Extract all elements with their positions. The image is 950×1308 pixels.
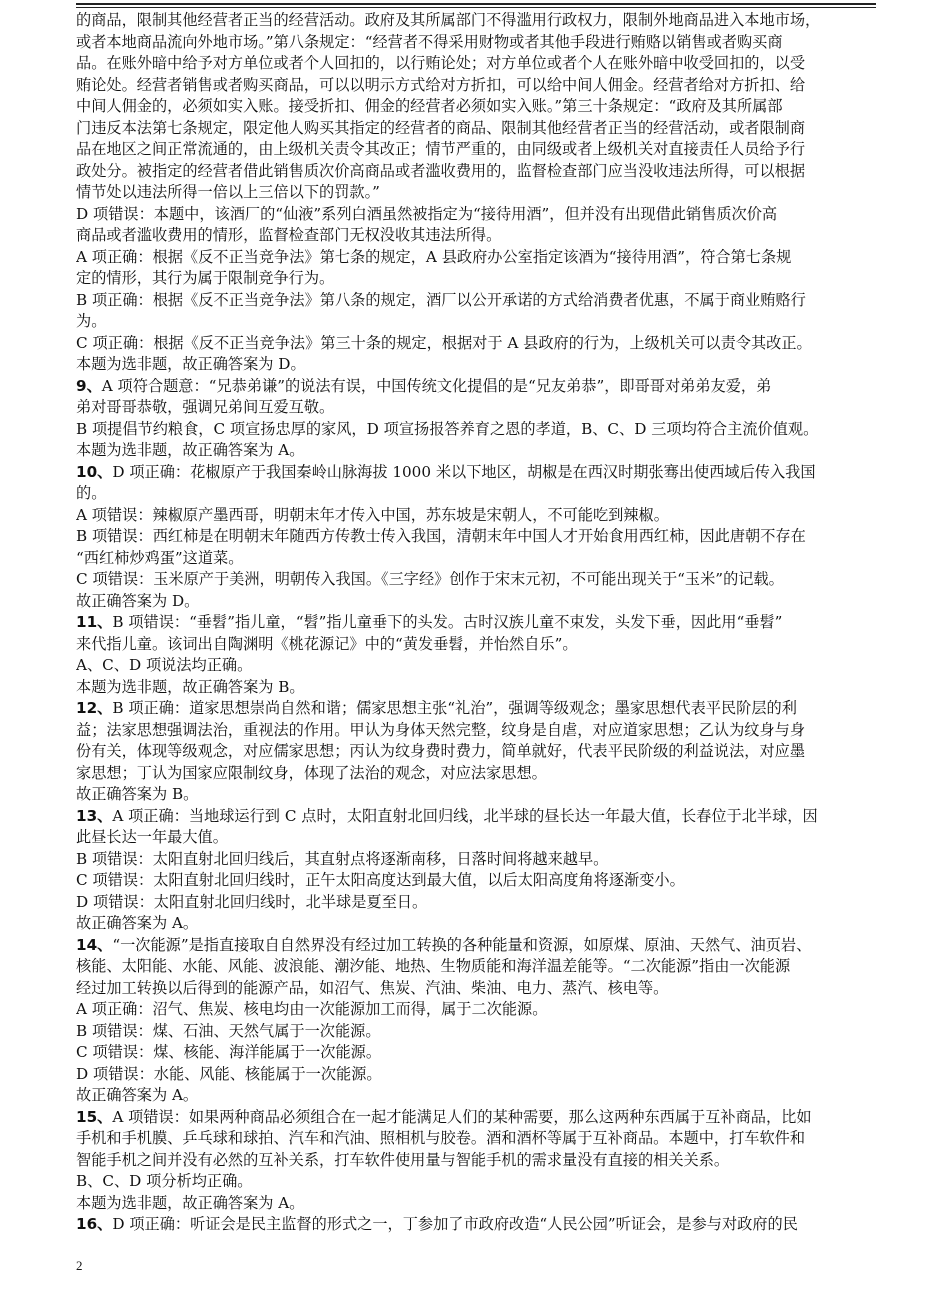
line-text: 本题为选非题，故正确答案为 A。 [76, 441, 305, 459]
line-text: “一次能源”是指直接取自自然界没有经过加工转换的各种能量和资源，如原煤、原油、天然气、油页岩、 [112, 935, 812, 954]
line-text: 或者本地商品流向外地市场。”第八条规定：“经营者不得采用财物或者其他手段进行贿赂以销售或者购买商 [76, 32, 783, 51]
text-line [76, 526, 876, 548]
text-line [76, 204, 876, 226]
text-line [76, 139, 876, 161]
question-number: 9、 [76, 376, 102, 395]
line-text: A 项正确：沼气、焦炭、核电均由一次能源加工而得，属于二次能源。 [76, 1000, 548, 1018]
text-line [76, 397, 876, 419]
line-text: B、C、D 项分析均正确。 [76, 1172, 253, 1190]
text-line [76, 118, 876, 140]
text-line [76, 483, 876, 505]
text-line [76, 268, 876, 290]
text-line [76, 849, 876, 871]
line-text: 份有关，体现等级观念，对应儒家思想；丙认为纹身费时费力，简单就好，代表平民阶级的利益说法，对应墨 [76, 742, 805, 760]
text-line [76, 935, 876, 957]
text-line [76, 419, 876, 441]
line-text: D 项正确：花椒原产于我国秦岭山脉海拔 1000 米以下地区，胡椒是在西汉时期张骞出使西域后传入我国 [112, 462, 816, 481]
text-line [76, 53, 876, 75]
text-line [76, 376, 876, 398]
line-text: B 项错误：煤、石油、天然气属于一次能源。 [76, 1021, 381, 1040]
line-text: 的商品，限制其他经营者正当的经营活动。政府及其所属部门不得滥用行政权力，限制外地商品进入本地市场， [76, 11, 821, 29]
line-text: “西红柿炒鸡蛋”这道菜。 [76, 548, 244, 567]
text-line [76, 827, 876, 849]
text-line [76, 677, 876, 699]
line-text: 本题为选非题，故正确答案为 D。 [76, 355, 306, 373]
text-line [76, 548, 876, 570]
line-text: C 项错误：玉米原产于美洲，明朝传入我国。《三字经》创作于宋末元初，不可能出现关于“玉米”的记载。 [76, 570, 784, 588]
line-text: 的。 [76, 484, 107, 502]
question-number: 15、 [76, 1107, 113, 1126]
text-line [76, 913, 876, 935]
line-text: 政处分。被指定的经营者借此销售质次价高商品或者滥收费用的，监督检查部门应当没收违法所得，可以根据 [76, 161, 805, 180]
line-text: 手机和手机膜、乒乓球和球拍、汽车和汽油、照相机与胶卷。酒和酒杯等属于互补商品。本题中，打车软件和 [76, 1129, 805, 1147]
line-text: B 项错误：“垂髫”指儿童，“髫”指儿童垂下的头发。古时汉族儿童不束发，头发下垂，因此用“垂髫” [112, 613, 783, 631]
line-text: B 项提倡节约粮食，C 项宣扬忠厚的家风，D 项宣扬报答养育之恩的孝道，B、C、D 三项均符合主流价值观。 [76, 419, 819, 438]
text-line [76, 591, 876, 613]
line-text: 情节处以违法所得一倍以上三倍以下的罚款。” [76, 183, 380, 201]
text-line [76, 741, 876, 763]
line-text: 故正确答案为 D。 [76, 591, 200, 610]
text-line [76, 96, 876, 118]
text-line [76, 10, 876, 32]
text-line [76, 999, 876, 1021]
line-text: D 项错误：太阳直射北回归线时，北半球是夏至日。 [76, 892, 428, 911]
text-line [76, 32, 876, 54]
line-text: 本题为选非题，故正确答案为 A。 [76, 1193, 305, 1212]
line-text: B 项错误：太阳直射北回归线后，其直射点将逐渐南移，日落时间将越来越早。 [76, 849, 609, 868]
line-text: A 项错误：如果两种商品必须组合在一起才能满足人们的某种需要，那么这两种东西属于互补商品，比如 [112, 1107, 812, 1126]
line-text: 商品或者滥收费用的情形，监督检查部门无权没收其违法所得。 [76, 226, 502, 244]
line-text: A 项错误：辣椒原产墨西哥，明朝末年才传入中国，苏东坡是宋朝人，不可能吃到辣椒。 [76, 505, 669, 524]
question-number: 12、 [76, 699, 113, 717]
line-text: 定的情形，其行为属于限制竞争行为。 [76, 269, 335, 287]
line-text: 益；法家思想强调法治，重视法的作用。甲认为身体天然完整，纹身是自虐，对应道家思想；乙认为纹身与身 [76, 720, 805, 739]
document-body [76, 10, 876, 1236]
line-text: 故正确答案为 A。 [76, 914, 199, 932]
line-text: 本题为选非题，故正确答案为 B。 [76, 677, 305, 696]
text-line [76, 655, 876, 677]
text-line [76, 290, 876, 312]
text-line [76, 612, 876, 634]
text-line [76, 569, 876, 591]
text-line [76, 870, 876, 892]
question-number: 10、 [76, 462, 113, 481]
line-text: 智能手机之间并没有必然的互补关系，打车软件使用量与智能手机的需求量没有直接的相关关系。 [76, 1150, 730, 1169]
line-text: C 项错误：煤、核能、海洋能属于一次能源。 [76, 1043, 382, 1061]
line-text: 品在地区之间正常流通的，由上级机关责令其改正；情节严重的，由同级或者上级机关对直接责任人员给予行 [76, 140, 805, 158]
text-line [76, 225, 876, 247]
text-line [76, 698, 876, 720]
line-text: A 项正确：根据《反不正当竞争法》第七条的规定，A 县政府办公室指定该酒为“接待用酒”，符合第七条规 [76, 247, 792, 266]
line-text: 经过加工转换以后得到的能源产品，如沼气、焦炭、汽油、柴油、电力、蒸汽、核电等。 [76, 978, 669, 997]
line-text: 来代指儿童。该词出自陶渊明《桃花源记》中的“黄发垂髫，并怡然自乐”。 [76, 634, 578, 653]
question-number: 13、 [76, 806, 113, 825]
line-text: 故正确答案为 B。 [76, 785, 199, 803]
line-text: A、C、D 项说法均正确。 [76, 656, 253, 674]
line-text: 门违反本法第七条规定，限定他人购买其指定的经营者的商品、限制其他经营者正当的经营活动，或者限制商 [76, 118, 805, 137]
text-line [76, 978, 876, 1000]
text-line [76, 1085, 876, 1107]
text-line [76, 182, 876, 204]
text-line [76, 161, 876, 183]
question-number: 14、 [76, 935, 113, 954]
text-line [76, 1107, 876, 1129]
line-text: 此昼长达一年最大值。 [76, 828, 228, 846]
text-line [76, 956, 876, 978]
text-line [76, 1193, 876, 1215]
line-text: D 项正确：听证会是民主监督的形式之一，丁参加了市政府改造“人民公园”听证会，是参与对政府的民 [112, 1215, 798, 1233]
line-text: D 项错误：水能、风能、核能属于一次能源。 [76, 1064, 382, 1083]
header-rule [76, 3, 876, 5]
line-text: 品。在账外暗中给予对方单位或者个人回扣的，以行贿论处；对方单位或者个人在账外暗中收受回扣的，以受 [76, 54, 805, 72]
text-line [76, 311, 876, 333]
text-line [76, 1042, 876, 1064]
text-line [76, 1150, 876, 1172]
line-text: 家思想；丁认为国家应限制纹身，体现了法治的观念，对应法家思想。 [76, 763, 547, 782]
text-line [76, 720, 876, 742]
text-line [76, 354, 876, 376]
line-text: 故正确答案为 A。 [76, 1086, 199, 1104]
line-text: 核能、太阳能、水能、风能、波浪能、潮汐能、地热、生物质能和海洋温差能等。“二次能源”指由一次能源 [76, 957, 791, 975]
page-number: 2 [76, 1258, 83, 1273]
text-line [76, 247, 876, 269]
text-line [76, 806, 876, 828]
text-line [76, 1021, 876, 1043]
text-line [76, 784, 876, 806]
text-line [76, 763, 876, 785]
line-text: 中间人佣金的，必须如实入账。接受折扣、佣金的经营者必须如实入账。”第三十条规定：“政府及其所属部 [76, 97, 783, 115]
text-line [76, 1064, 876, 1086]
line-text: A 项符合题意：“兄恭弟谦”的说法有误，中国传统文化提倡的是“兄友弟恭”，即哥哥对弟弟友爱，弟 [101, 376, 772, 395]
line-text: B 项错误：西红柿是在明朝末年随西方传教士传入我国，清朝末年中国人才开始食用西红柿，因此唐朝不存在 [76, 527, 806, 545]
text-line [76, 462, 876, 484]
line-text: 为。 [76, 312, 107, 330]
question-number: 11、 [76, 613, 113, 631]
text-line [76, 75, 876, 97]
header-rule-thin [76, 7, 876, 8]
line-text: B 项正确：根据《反不正当竞争法》第八条的规定，酒厂以公开承诺的方式给消费者优惠，不属于商业贿赂行 [76, 290, 806, 309]
text-line [76, 1128, 876, 1150]
question-number: 16、 [76, 1215, 113, 1233]
text-line [76, 1214, 876, 1236]
line-text: D 项错误：本题中，该酒厂的“仙液”系列白酒虽然被指定为“接待用酒”，但并没有出现借此销售质次价高 [76, 204, 778, 223]
line-text: 弟对哥哥恭敬，强调兄弟间互爱互敬。 [76, 398, 335, 416]
line-text: B 项正确：道家思想崇尚自然和谐；儒家思想主张“礼治”，强调等级观念；墨家思想代表平民阶层的利 [112, 699, 797, 717]
text-line [76, 1171, 876, 1193]
line-text: C 项错误：太阳直射北回归线时，正午太阳高度达到最大值，以后太阳高度角将逐渐变小。 [76, 871, 685, 889]
text-line [76, 505, 876, 527]
text-line [76, 634, 876, 656]
text-line [76, 333, 876, 355]
line-text: C 项正确：根据《反不正当竞争法》第三十条的规定，根据对于 A 县政府的行为，上级机关可以责令其改正。 [76, 333, 812, 352]
line-text: 贿论处。经营者销售或者购买商品，可以以明示方式给对方折扣，可以给中间人佣金。经营者给对方折扣、给 [76, 75, 805, 94]
text-line [76, 892, 876, 914]
text-line [76, 440, 876, 462]
line-text: A 项正确：当地球运行到 C 点时，太阳直射北回归线，北半球的昼长达一年最大值，长春位于北半球，因 [112, 806, 818, 825]
